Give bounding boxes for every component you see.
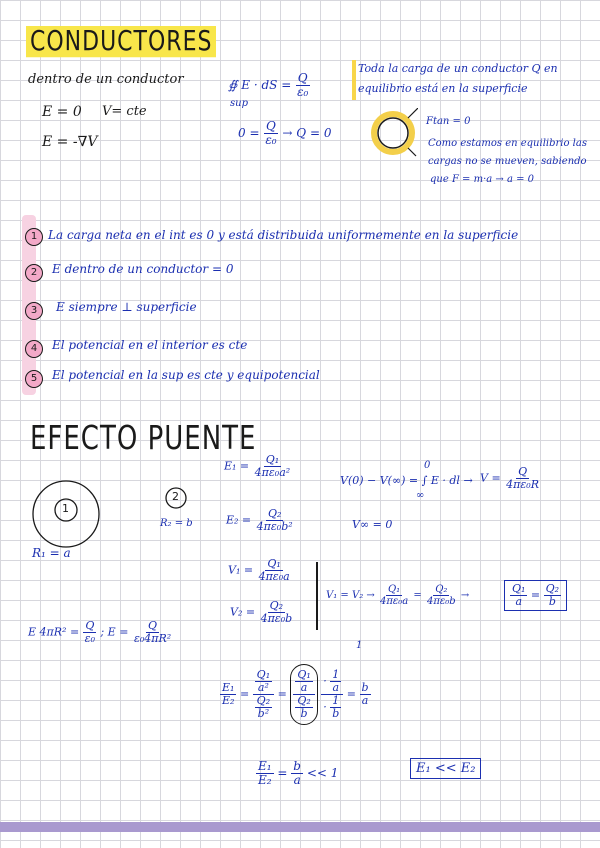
subtitle-dentro: dentro de un conductor (28, 72, 184, 87)
prop-text-4: El potencial en el interior es cte (52, 338, 248, 352)
prop-number-3: 3 (25, 302, 43, 320)
prop-number-1: 1 (25, 228, 43, 246)
highlight-bar (352, 60, 356, 100)
charge-ratio-box: $\frac{\text{Q₁}}{a}$ = $\frac{\text{Q₂}}{b}$ (504, 580, 567, 611)
sphere-2-label: 2 (172, 490, 179, 503)
note-eq-line2: cargas no se mueven, sabiendo (428, 156, 587, 167)
note-eq-line3: que F = m·a → a = 0 (430, 174, 535, 185)
conductor-circle-icon (368, 108, 418, 158)
note-charge-line2: equilibrio está en la superficie (358, 82, 528, 95)
prop-text-5: El potencial en la sup es cte y equipotencial (52, 368, 320, 382)
gauss-law: ∯ E · dS = $\frac{Q}{\text{ε₀}}$ (228, 71, 309, 100)
r1-label: R₁ = a (32, 546, 71, 560)
v-equality: V₁ = V₂ → $\frac{\text{Q₁}}{\text{4πε₀a}}$ = $\frac{\text{Q₂}}{\text{4πε₀b}}$ → (326, 584, 470, 607)
prop-number-5: 5 (25, 370, 43, 388)
eq-grad: E = -∇V (42, 134, 98, 150)
v1-formula: V₁ = $\frac{\text{Q₁}}{\text{4πε₀a}}$ (228, 557, 290, 584)
e1-formula: E₁ = $\frac{\text{Q₁}}{\text{4πε₀a²}}$ (224, 453, 291, 480)
integral-lower-limit: ∞ (416, 490, 425, 501)
v-infinity: V∞ = 0 (352, 518, 393, 531)
eq-e-zero: E = 0 (42, 104, 82, 120)
prop-text-3: E siempre ⊥ superficie (56, 300, 197, 314)
integral-upper-limit: 0 (424, 460, 431, 471)
e2-formula: E₂ = $\frac{\text{Q₂}}{\text{4πε₀b²}}$ (226, 507, 293, 534)
title-conductores: CONDUCTORES (26, 26, 216, 57)
field-ratio-derivation: $\frac{\text{E₁}}{\text{E₂}}$ = $\frac{\frac{\text{Q₁}}{\text{a²}}}{\frac{\text{Q₂}}{\text{b²}}}$ = $\frac{\frac{\text{Q₁}}{a}}{\frac{\text{Q₂}}{b}}$ · $\frac{1}{a}$ · $\frac{1}{b}$ = $\frac{b}{a}$ (220, 664, 371, 725)
final-ratio: $\frac{\text{E₁}}{\text{E₂}}$ = $\frac{b}{a}$ << 1 (258, 759, 339, 788)
separator-line (316, 562, 318, 630)
v2-formula: V₂ = $\frac{\text{Q₂}}{\text{4πε₀b}}$ (230, 599, 293, 626)
sphere-1-label: 1 (62, 502, 69, 515)
note-charge-line1: Toda la carga de un conductor Q en (358, 62, 558, 75)
prop-number-4: 4 (25, 340, 43, 358)
prop-text-2: E dentro de un conductor = 0 (52, 262, 234, 276)
eq-zero-q: 0 = $\frac{Q}{\text{ε₀}}$ → Q = 0 (238, 119, 332, 148)
page-footer-bar (0, 822, 600, 832)
ftan: Ftan = 0 (426, 116, 471, 127)
prop-number-2: 2 (25, 264, 43, 282)
circled-ratio: $\frac{\frac{\text{Q₁}}{a}}{\frac{\text{Q₂}}{b}}$ (290, 664, 317, 725)
eq-v-cte: V= cte (102, 104, 147, 119)
potential-integral: V(0) − V(∞) = ∫ E · dl → (340, 474, 473, 487)
title-efecto-puente: EFECTO PUENTE (30, 420, 257, 458)
cancel-one-mark: 1 (356, 640, 363, 651)
gauss-sub: sup (230, 98, 248, 109)
gauss-sphere: E 4πR² = $\frac{Q}{\text{ε₀}}$ ; E = $\frac{Q}{\text{ε₀4πR²}}$ (28, 619, 172, 646)
note-eq-line1: Como estamos en equilibrio las (428, 138, 587, 149)
prop-text-1: La carga neta en el int es 0 y está distribuida uniformemente en la superficie (48, 228, 519, 242)
r2-label: R₂ = b (160, 518, 193, 529)
final-result-box: E₁ << E₂ (410, 758, 481, 779)
v-formula: V = $\frac{Q}{\text{4πε₀R}}$ (480, 465, 539, 492)
